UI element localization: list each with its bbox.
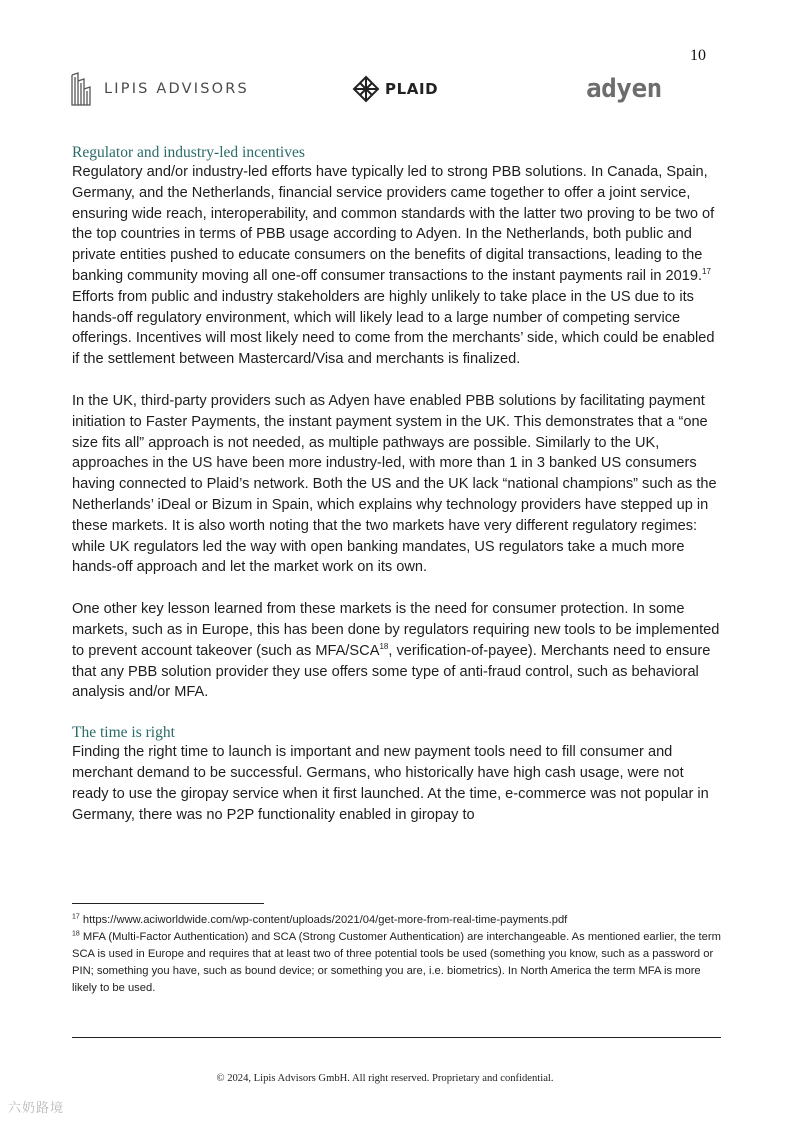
plaid-logo-text: PLAID <box>385 80 439 98</box>
section-heading-time: The time is right <box>72 724 175 742</box>
paragraph-text: Efforts from public and industry stakeholders are highly unlikely to take place in the US due to its hands-off regulatory environment, which will likely lead to a large number of competing service offerings. Incentives will most likely need to come from the merchants’ side, which could be enabled if the settlement between Mastercard/Visa and merchants is finalized. <box>72 288 715 368</box>
footer-divider <box>72 1037 721 1038</box>
paragraph-time: Finding the right time to launch is important and new payment tools need to fill consumer and merchant demand to be successful. Germans, who historically have high cash usage, were not ready to use the giropay service when it first launched. At the time, e-commerce was not popular in Germany, there was no P2P functionality enabled in giropay to <box>72 744 709 823</box>
footnote-18 <box>72 929 722 997</box>
paragraph-consumer-protection <box>72 599 722 703</box>
lipis-advisors-logo <box>70 70 249 108</box>
footnote-ref-18: 18 <box>379 641 389 651</box>
footnote-ref-17: 17 <box>702 267 711 277</box>
paragraph-incentives <box>72 162 722 370</box>
paragraph-text: , verification-of-payee). Merchants need to ensure that any PBB solution provider they use offers some type of anti-fraud control, such as behavioral analysis and/or MFA. <box>72 642 711 701</box>
lipis-building-icon <box>70 71 94 107</box>
footnote-marker: 17 <box>72 913 80 921</box>
footnote-marker: 18 <box>72 930 80 938</box>
main-content <box>72 143 722 825</box>
footnote-text: MFA (Multi-Factor Authentication) and SCA (Strong Customer Authentication) are interchangeable. As mentioned earlier, the term SCA is used in Europe and requires that at least two of three potential tools be used (something you know, such as a password or PIN; something you have, such as bound device; or something you are, i.e. biometrics). In North America the term MFA is more likely to be used. <box>72 931 721 994</box>
footnote-divider <box>72 903 264 904</box>
footnote-text: https://www.aciworldwide.com/wp-content/uploads/2021/04/get-more-from-real-time-payments.pdf <box>79 914 568 926</box>
footnotes <box>72 912 722 997</box>
page-number: 10 <box>690 47 706 64</box>
footnote-17 <box>72 912 722 929</box>
paragraph-uk: In the UK, third-party providers such as Adyen have enabled PBB solutions by facilitating payment initiation to Faster Payments, the instant payment system in the UK. This demonstrates that a “one size fits all” approach is not needed, as multiple pathways are possible. Similarly to the UK, approaches in the US have been more industry-led, with more than 1 in 3 banked US consumers having connected to Plaid’s network. Both the US and the UK lack “national champions” such as the Netherlands’ iDeal or Bizum in Spain, which explains why technology providers have stepped up in these markets. It is also worth noting that the two markets have very different regulatory regimes: while UK regulators led the way with open banking mandates, US regulators take a much more hands-off approach and let the market work on its own. <box>72 392 717 576</box>
watermark: 六奶路境 <box>8 1101 65 1116</box>
footer-copyright: © 2024, Lipis Advisors GmbH. All right reserved. Proprietary and confidential. <box>216 1073 554 1084</box>
plaid-logo <box>352 74 438 104</box>
paragraph-text: One other key lesson learned from these markets is the need for consumer protection. In some markets, such as in Europe, this has been done by regulators requiring new tools to be implemented to prevent account takeover (such as MFA/SCA <box>72 601 720 659</box>
plaid-pattern-icon <box>352 75 380 103</box>
adyen-logo: adyen <box>586 74 662 104</box>
section-heading-incentives: Regulator and industry-led incentives <box>72 144 305 161</box>
lipis-logo-text: LIPIS ADVISORS <box>104 81 249 97</box>
paragraph-text: Regulatory and/or industry-led efforts have typically led to strong PBB solutions. In Canada, Spain, Germany, and the Netherlands, financial service providers came together to offer a joint service, ensuring wide reach, interoperability, and common standards with the latter two proving to be two of the top countries in terms of PBB usage according to Adyen. In the Netherlands, both public and private entities pushed to educate consumers on the benefits of digital transactions, leading to the banking community moving all one-off consumer transactions to the instant payments rail in 2019. <box>72 164 715 284</box>
